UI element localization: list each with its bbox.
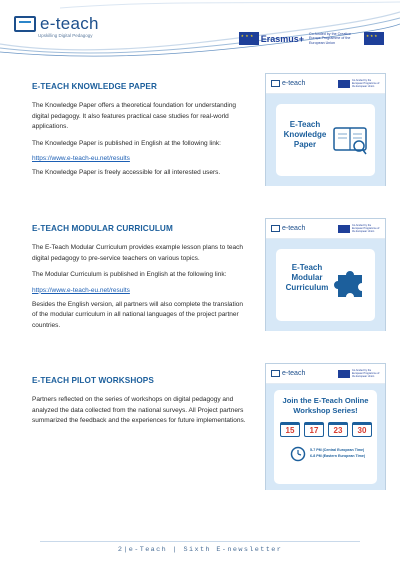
- section-paragraph: The Modular Curriculum is published in English at the following link:: [32, 271, 227, 278]
- mini-eu-block: [338, 79, 380, 88]
- mini-eu-text: Co-funded by the European Programme of the European Union: [352, 369, 380, 378]
- book-icon: [332, 120, 368, 156]
- thumbnail-header: [266, 219, 385, 239]
- thumbnail-title: E-Teach Knowledge Paper: [283, 120, 327, 149]
- mini-logo-text: e-teach: [282, 225, 306, 232]
- section-knowledge-paper: [32, 82, 250, 185]
- eu-funding-block: [239, 32, 384, 45]
- section-modular-curriculum: [32, 224, 250, 337]
- mini-logo: [271, 80, 305, 87]
- section-paragraph: Partners reflected on the series of workshops on digital pedagogy and analyzed the data collected from the national surveys. All Project partners summarized the feedback and the experiences for future implementations.: [32, 396, 246, 424]
- section-paragraph: The Knowledge Paper is published in English at the following link:: [32, 139, 221, 147]
- erasmus-label: Erasmus+: [260, 33, 304, 44]
- monitor-icon: [271, 80, 280, 87]
- section-title: E-TEACH KNOWLEDGE PAPER: [32, 82, 157, 91]
- section-paragraph: The E-Teach Modular Curriculum provides example lesson plans to teach digital pedagogy to pre-service teachers on various topics.: [32, 244, 243, 262]
- eu-flag-icon: [338, 80, 350, 88]
- thumbnail-header: [266, 364, 385, 384]
- logo-tagline: Upskilling Digital Pedagogy: [38, 33, 93, 38]
- section-pilot-workshops: [32, 376, 250, 433]
- mini-logo: [271, 370, 305, 377]
- monitor-icon: [14, 16, 36, 32]
- thumbnail-body: [266, 384, 385, 490]
- section-title: E-TEACH MODULAR CURRICULUM: [32, 224, 173, 233]
- section-paragraph: Besides the English version, all partners will also complete the translation of the modular curriculum in all national languages of the project partner countries.: [32, 300, 243, 329]
- results-link[interactable]: https://www.e-teach-eu.net/results: [32, 155, 130, 162]
- mini-eu-block: [338, 224, 380, 233]
- clock-icon: [290, 446, 306, 462]
- footer-rule: [40, 541, 360, 542]
- thumbnail-title: E-Teach Modular Curriculum: [285, 263, 329, 292]
- workshop-time: 6-8 PM (Eastern European Time): [310, 454, 366, 458]
- cofunded-text: Co-funded by the Creative Europe Programme of the European Union: [309, 32, 351, 45]
- workshop-dates: [280, 422, 372, 437]
- puzzle-icon: [334, 265, 368, 299]
- page-footer: 2|e-Teach | Sixth E-newsletter: [117, 546, 283, 554]
- eu-flag-icon: [338, 370, 350, 378]
- mini-logo: [271, 225, 305, 232]
- workshop-title: Join the E-Teach Online Workshop Series!: [282, 396, 369, 415]
- eu-flag-icon: [364, 32, 384, 45]
- eteach-logo: [14, 14, 99, 34]
- thumbnail-body: [266, 94, 385, 186]
- results-link[interactable]: https://www.e-teach-eu.net/results: [32, 286, 130, 294]
- calendar-date: 15: [280, 422, 300, 437]
- mini-logo-text: e-teach: [282, 370, 306, 377]
- section-paragraph: The Knowledge Paper is freely accessible for all interested users.: [32, 169, 221, 176]
- logo-text: e-teach: [40, 14, 99, 33]
- monitor-icon: [271, 370, 280, 377]
- mini-eu-text: Co-funded by the European Programme of the European Union: [352, 224, 380, 233]
- calendar-date: 17: [304, 422, 324, 437]
- calendar-date: 23: [328, 422, 348, 437]
- section-title: E-TEACH PILOT WORKSHOPS: [32, 376, 154, 385]
- thumbnail-knowledge-paper: [265, 73, 386, 186]
- eu-flag-icon: [338, 225, 350, 233]
- thumbnail-header: [266, 74, 385, 94]
- mini-logo-text: e-teach: [282, 80, 306, 87]
- calendar-date: 30: [352, 422, 372, 437]
- monitor-icon: [271, 225, 280, 232]
- workshop-times: [310, 447, 372, 459]
- eu-flag-icon: [239, 32, 259, 45]
- section-paragraph: The Knowledge Paper offers a theoretical foundation for understanding digital pedagogy. It also features practical case studies for real-world applications.: [32, 102, 237, 130]
- mini-eu-text: Co-funded by the European Programme of the European Union: [352, 79, 380, 88]
- thumbnail-workshop-flyer: [265, 363, 386, 490]
- thumbnail-body: [266, 239, 385, 331]
- thumbnail-modular-curriculum: [265, 218, 386, 331]
- mini-eu-block: [338, 369, 380, 378]
- workshop-time: 5-7 PM (Central European Time): [310, 448, 365, 452]
- page-header: [0, 0, 400, 62]
